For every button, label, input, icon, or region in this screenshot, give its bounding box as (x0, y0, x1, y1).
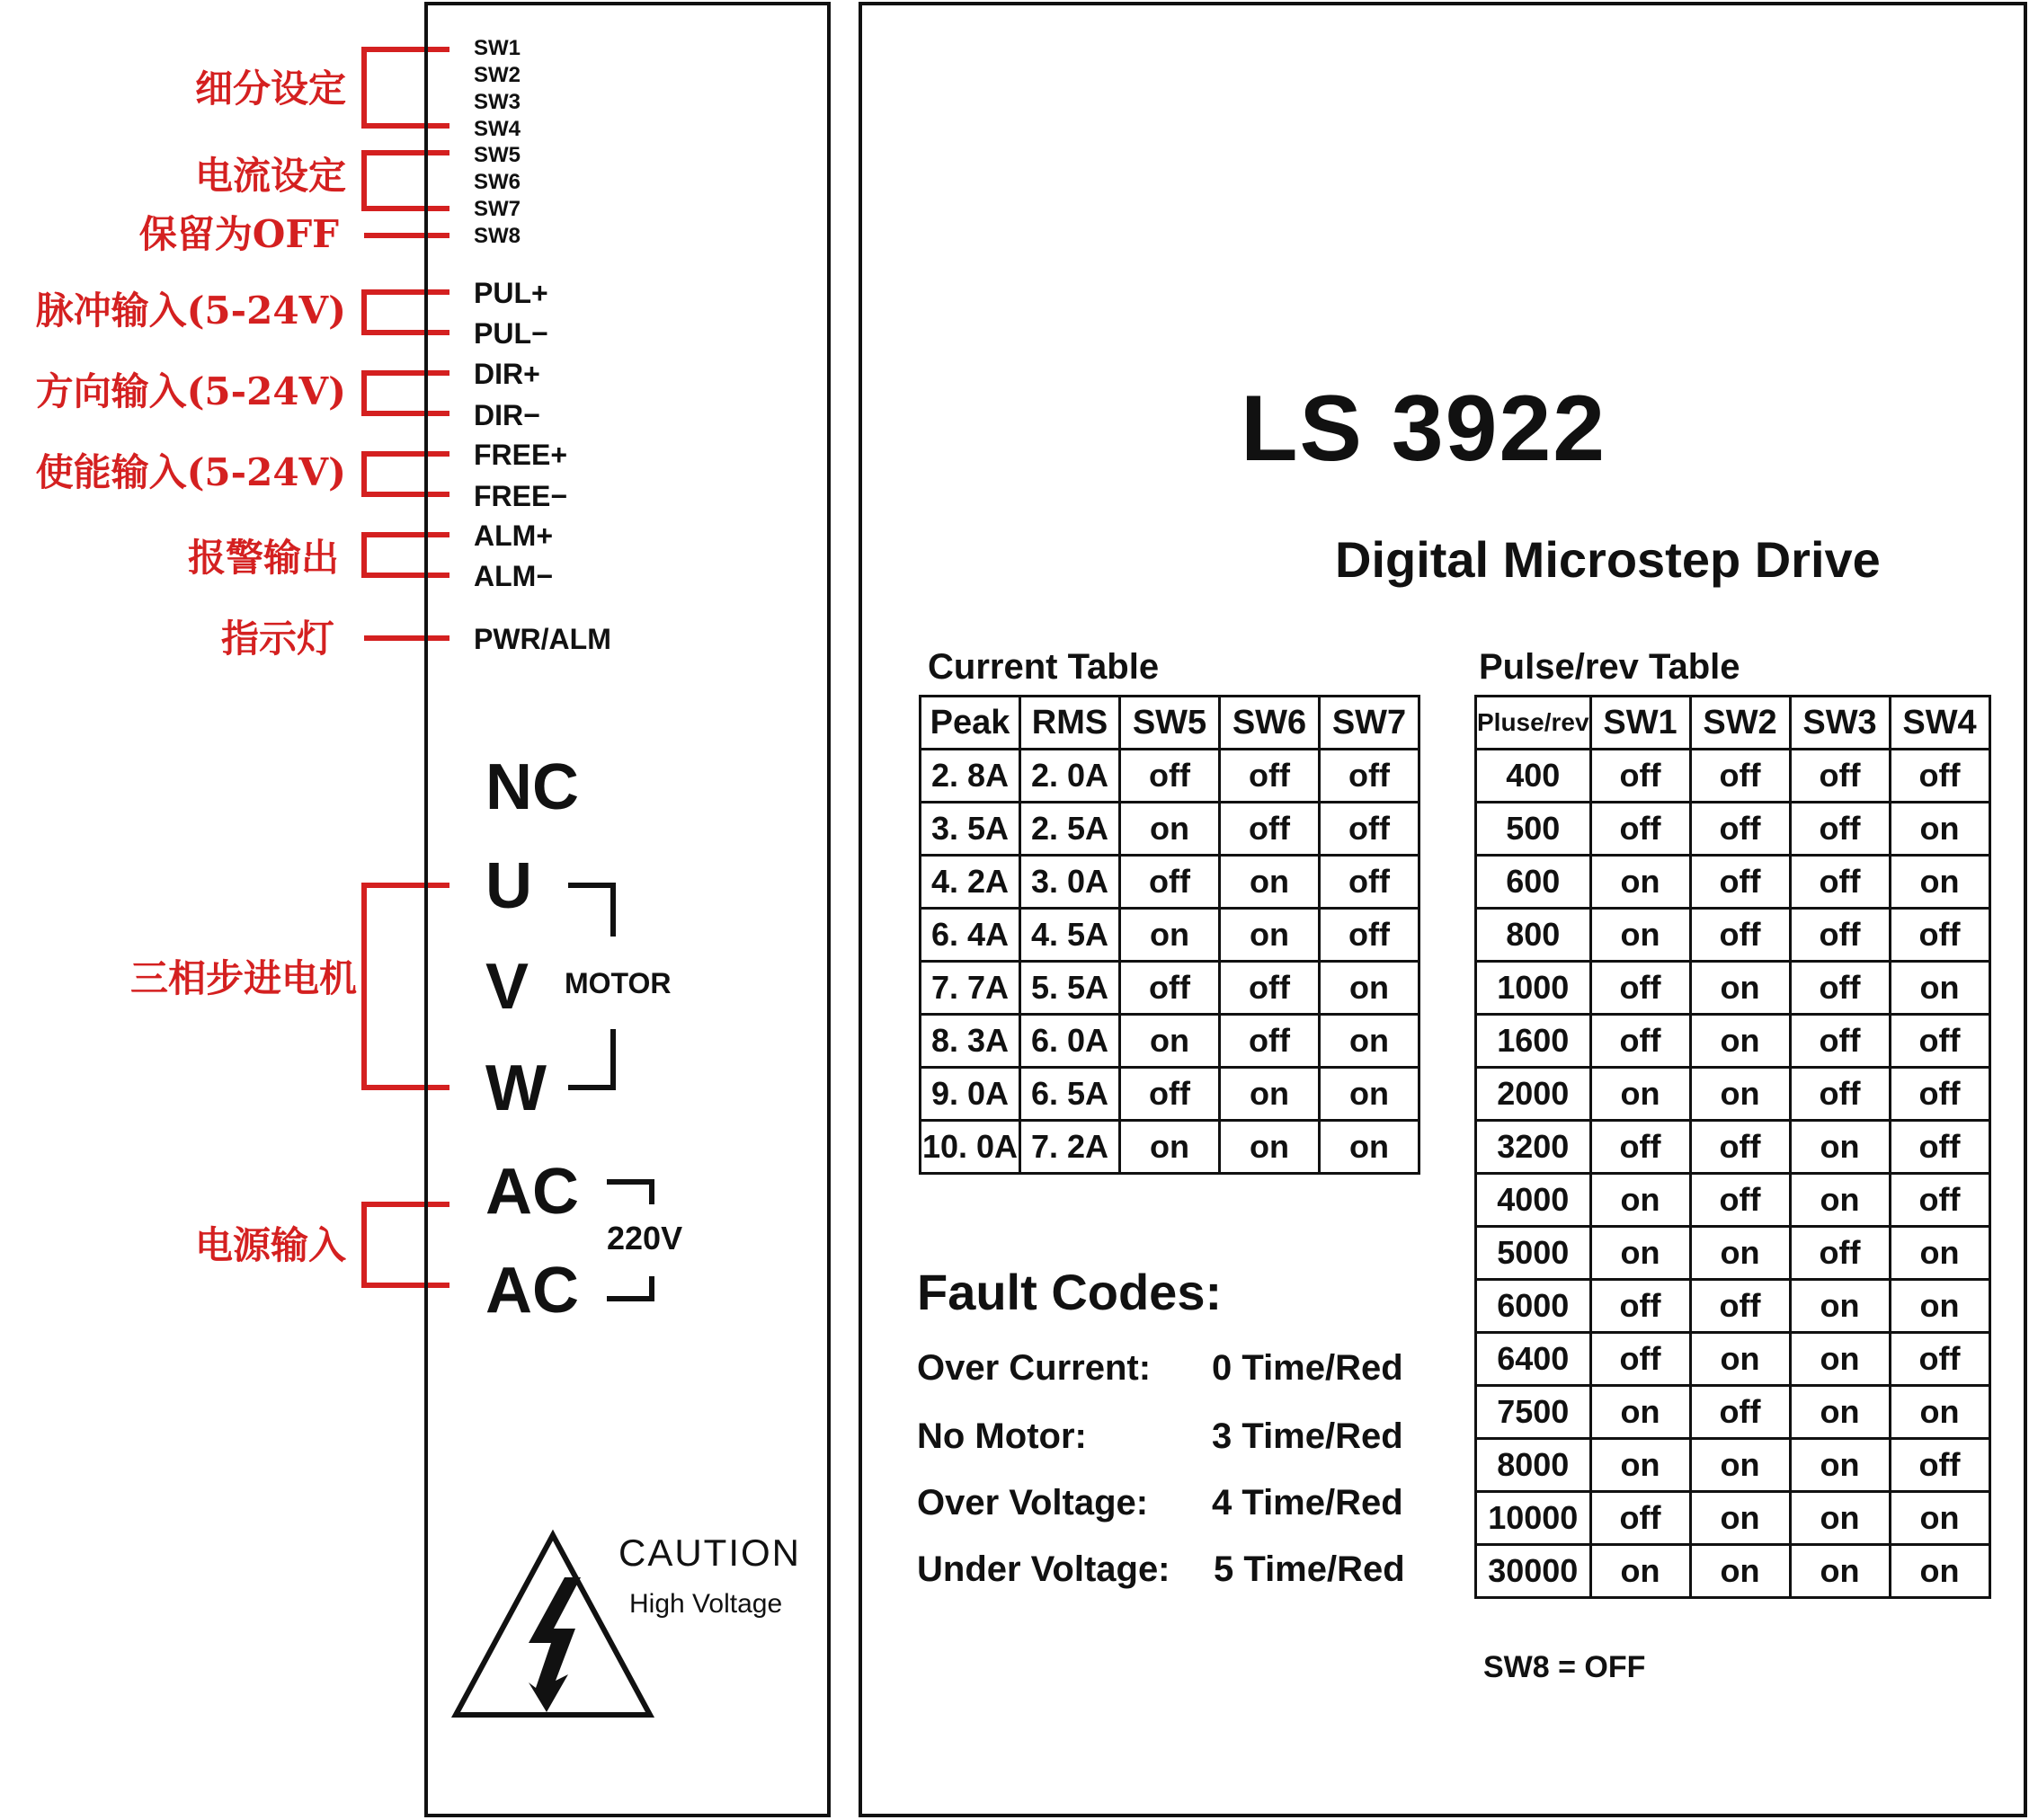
pulse-table-row-cell: on (1590, 909, 1690, 962)
current-header-sw6: SW6 (1220, 697, 1320, 750)
pulse-table-row-cell: off (1590, 962, 1690, 1015)
pulse-table-row-cell: on (1790, 1174, 1890, 1227)
pulse-table-body (1476, 697, 1990, 1598)
pin-free-plus: FREE+ (474, 439, 568, 471)
pulse-header-sw3: SW3 (1790, 697, 1890, 750)
label-pulse-input: 脉冲输入(5-24V) (35, 289, 346, 333)
pulse-table-row-cell: 6400 (1476, 1333, 1591, 1386)
pulse-table-row-cell: off (1790, 856, 1890, 909)
pulse-table-row (1476, 1174, 1990, 1227)
model-title: LS 3922 (1241, 377, 1607, 481)
label-microstep: 细分设定 (194, 67, 346, 111)
voltage-label: 220V (607, 1220, 683, 1256)
current-table-row-cell: off (1120, 1068, 1220, 1121)
pulse-table-row-cell: on (1690, 1015, 1790, 1068)
current-table-row (921, 856, 1419, 909)
current-table-row-cell: 9. 0A (921, 1068, 1020, 1121)
pulse-table-row-cell: off (1690, 856, 1790, 909)
pulse-table-row-cell: on (1590, 1439, 1690, 1492)
pulse-table-row-cell: on (1890, 803, 1989, 856)
pin-sw8: SW8 (474, 224, 521, 248)
pulse-table-row-cell: on (1790, 1492, 1890, 1545)
pulse-table-row-cell: 1000 (1476, 962, 1591, 1015)
pulse-table-row-cell: on (1690, 1439, 1790, 1492)
pulse-table-row-cell: off (1590, 1492, 1690, 1545)
pulse-table-row-cell: off (1890, 1121, 1989, 1174)
current-table-row (921, 1121, 1419, 1174)
pulse-header-sw4: SW4 (1890, 697, 1989, 750)
pulse-table-row-cell: off (1690, 1386, 1790, 1439)
pulse-table-row-cell: on (1890, 1386, 1989, 1439)
pulse-table-row-cell: on (1690, 1333, 1790, 1386)
pulse-table-row (1476, 1439, 1990, 1492)
pulse-table-header (1476, 697, 1990, 750)
pulse-table-row-cell: on (1690, 1068, 1790, 1121)
pin-sw4: SW4 (474, 117, 521, 141)
current-table-row-cell: on (1320, 962, 1419, 1015)
pin-ac-1: AC (485, 1156, 579, 1228)
pin-pul-minus: PUL− (474, 317, 548, 350)
fault-value-under-voltage: 5 Time/Red (1214, 1549, 1405, 1589)
pulse-table-row-cell: on (1790, 1333, 1890, 1386)
current-table-row-cell: off (1220, 803, 1320, 856)
pulse-table-row (1476, 1280, 1990, 1333)
caution-subtitle: High Voltage (629, 1589, 783, 1619)
pulse-table-row-cell: 1600 (1476, 1015, 1591, 1068)
label-dir-input: 方向输入(5-24V) (35, 369, 346, 413)
current-table-row-cell: 7. 7A (921, 962, 1020, 1015)
pulse-table-row-cell: off (1690, 1280, 1790, 1333)
pulse-table-row-cell: 30000 (1476, 1545, 1591, 1598)
current-table-row (921, 803, 1419, 856)
pulse-table-row (1476, 803, 1990, 856)
current-table (919, 695, 1420, 1175)
current-table-row (921, 750, 1419, 803)
current-table-row-cell: off (1220, 750, 1320, 803)
sw8-note: SW8 = OFF (1483, 1650, 1646, 1684)
pulse-table-row-cell: off (1790, 962, 1890, 1015)
pulse-table-row-cell: 10000 (1476, 1492, 1591, 1545)
pulse-table-row-cell: on (1790, 1439, 1890, 1492)
pulse-table-row (1476, 1492, 1990, 1545)
current-table-row-cell: 3. 5A (921, 803, 1020, 856)
pulse-table-row-cell: off (1790, 750, 1890, 803)
pin-sw5: SW5 (474, 143, 521, 167)
pulse-table-row (1476, 1545, 1990, 1598)
pin-free-minus: FREE− (474, 480, 568, 512)
pin-ac-2: AC (485, 1255, 579, 1327)
pulse-table (1474, 695, 1991, 1599)
current-table-row-cell: 2. 0A (1020, 750, 1120, 803)
current-table-row-cell: on (1320, 1015, 1419, 1068)
caution-title: CAUTION (618, 1531, 801, 1574)
pulse-table-row-cell: off (1590, 1015, 1690, 1068)
pin-w: W (485, 1052, 547, 1124)
pulse-table-row (1476, 856, 1990, 909)
pin-nc: NC (485, 751, 579, 823)
pulse-table-row-cell: on (1890, 856, 1989, 909)
pulse-table-row-cell: 4000 (1476, 1174, 1591, 1227)
pulse-table-row-cell: off (1590, 1333, 1690, 1386)
label-power-input: 电源输入 (194, 1223, 346, 1267)
current-table-row (921, 1015, 1419, 1068)
fault-label-under-voltage: Under Voltage: (917, 1549, 1170, 1589)
current-table-body (921, 697, 1419, 1174)
pulse-table-row-cell: 5000 (1476, 1227, 1591, 1280)
pulse-table-row-cell: on (1790, 1545, 1890, 1598)
pulse-table-row-cell: off (1690, 750, 1790, 803)
label-enable-input: 使能输入(5-24V) (35, 450, 346, 494)
pin-v: V (485, 951, 529, 1023)
pulse-table-row (1476, 1121, 1990, 1174)
pulse-table-row-cell: off (1590, 1280, 1690, 1333)
fault-value-over-current: 0 Time/Red (1212, 1348, 1403, 1388)
pulse-table-row (1476, 909, 1990, 962)
pin-alm-minus: ALM− (474, 560, 553, 592)
pulse-table-row-cell: off (1790, 1068, 1890, 1121)
current-table-row-cell: off (1320, 750, 1419, 803)
pulse-table-row-cell: on (1890, 1227, 1989, 1280)
pulse-table-row-cell: off (1890, 1174, 1989, 1227)
current-table-row (921, 909, 1419, 962)
current-table-row-cell: off (1220, 962, 1320, 1015)
current-header-sw7: SW7 (1320, 697, 1419, 750)
pulse-table-row-cell: off (1890, 1333, 1989, 1386)
pulse-table-row (1476, 1386, 1990, 1439)
current-table-row-cell: on (1220, 856, 1320, 909)
pulse-table-row-cell: off (1790, 1015, 1890, 1068)
pulse-header-sw2: SW2 (1690, 697, 1790, 750)
current-table-row-cell: on (1120, 803, 1220, 856)
pulse-table-row-cell: 2000 (1476, 1068, 1591, 1121)
pulse-table-row-cell: 800 (1476, 909, 1591, 962)
pulse-header-sw1: SW1 (1590, 697, 1690, 750)
pulse-table-row-cell: on (1590, 1068, 1690, 1121)
fault-value-over-voltage: 4 Time/Red (1212, 1483, 1403, 1523)
pulse-table-row-cell: off (1690, 803, 1790, 856)
pin-pwr-alm: PWR/ALM (474, 623, 611, 655)
current-table-row-cell: on (1320, 1068, 1419, 1121)
current-table-row-cell: 6. 0A (1020, 1015, 1120, 1068)
pin-sw1: SW1 (474, 36, 521, 60)
pulse-table-row-cell: off (1690, 909, 1790, 962)
pulse-table-row-cell: 500 (1476, 803, 1591, 856)
label-indicator: 指示灯 (220, 617, 334, 661)
pulse-table-row (1476, 1015, 1990, 1068)
pulse-table-row-cell: on (1890, 962, 1989, 1015)
pin-sw2: SW2 (474, 63, 521, 87)
pulse-table-row-cell: on (1590, 1386, 1690, 1439)
pulse-table-row-cell: 6000 (1476, 1280, 1591, 1333)
current-table-row-cell: 8. 3A (921, 1015, 1020, 1068)
current-table-row-cell: off (1120, 962, 1220, 1015)
pulse-table-row-cell: off (1890, 909, 1989, 962)
pin-dir-plus: DIR+ (474, 358, 540, 390)
current-table-row-cell: 2. 8A (921, 750, 1020, 803)
pulse-table-row (1476, 962, 1990, 1015)
pulse-table-row (1476, 750, 1990, 803)
current-table-row-cell: on (1220, 909, 1320, 962)
pulse-table-row-cell: off (1890, 1439, 1989, 1492)
pulse-table-row (1476, 1333, 1990, 1386)
fault-codes-title: Fault Codes: (917, 1264, 1223, 1320)
pulse-table-row-cell: off (1590, 803, 1690, 856)
current-table-row-cell: on (1120, 1015, 1220, 1068)
pin-sw3: SW3 (474, 90, 521, 114)
current-table-row-cell: 6. 4A (921, 909, 1020, 962)
label-motor: 三相步进电机 (129, 956, 357, 1000)
current-header-sw5: SW5 (1120, 697, 1220, 750)
fault-label-over-voltage: Over Voltage: (917, 1483, 1149, 1523)
current-table-row-cell: on (1120, 1121, 1220, 1174)
current-table-row-cell: off (1120, 750, 1220, 803)
pulse-table-row-cell: 3200 (1476, 1121, 1591, 1174)
pulse-table-row-cell: off (1790, 909, 1890, 962)
current-table-row-cell: on (1220, 1068, 1320, 1121)
pulse-table-row-cell: on (1590, 856, 1690, 909)
pin-dir-minus: DIR− (474, 399, 540, 431)
pulse-table-row-cell: on (1790, 1386, 1890, 1439)
label-current: 电流设定 (194, 154, 346, 198)
current-table-row-cell: 10. 0A (921, 1121, 1020, 1174)
label-reserved: 保留为OFF (138, 212, 339, 256)
current-header-rms: RMS (1020, 697, 1120, 750)
pulse-table-row-cell: on (1690, 1227, 1790, 1280)
fault-value-no-motor: 3 Time/Red (1212, 1416, 1403, 1456)
current-table-row-cell: off (1320, 909, 1419, 962)
current-table-row-cell: off (1120, 856, 1220, 909)
pulse-table-row (1476, 1227, 1990, 1280)
pulse-table-row-cell: on (1690, 1492, 1790, 1545)
pulse-table-row-cell: off (1590, 750, 1690, 803)
current-table-row-cell: on (1120, 909, 1220, 962)
current-table-row-cell: 6. 5A (1020, 1068, 1120, 1121)
pulse-table-row-cell: 8000 (1476, 1439, 1591, 1492)
current-table-row-cell: 7. 2A (1020, 1121, 1120, 1174)
pulse-table-row-cell: off (1690, 1121, 1790, 1174)
current-table-row-cell: 2. 5A (1020, 803, 1120, 856)
black-brackets (557, 872, 665, 1303)
current-table-row (921, 962, 1419, 1015)
fault-label-over-current: Over Current: (917, 1348, 1152, 1388)
current-table-row (921, 1068, 1419, 1121)
pulse-table-row-cell: on (1590, 1545, 1690, 1598)
label-alarm-output: 报警输出 (187, 536, 339, 580)
motor-label: MOTOR (565, 967, 672, 999)
pin-sw6: SW6 (474, 170, 521, 194)
pulse-table-row-cell: on (1690, 962, 1790, 1015)
pulse-table-row-cell: off (1790, 803, 1890, 856)
pulse-table-row-cell: on (1890, 1545, 1989, 1598)
pin-pul-plus: PUL+ (474, 277, 548, 309)
current-table-row-cell: 3. 0A (1020, 856, 1120, 909)
pulse-table-row-cell: off (1790, 1227, 1890, 1280)
current-header-peak: Peak (921, 697, 1020, 750)
fault-label-no-motor: No Motor: (917, 1416, 1087, 1456)
pulse-table-row-cell: off (1590, 1121, 1690, 1174)
pulse-table-row-cell: on (1890, 1492, 1989, 1545)
current-table-row-cell: on (1320, 1121, 1419, 1174)
pulse-table-row-cell: off (1890, 750, 1989, 803)
current-table-row-cell: off (1320, 803, 1419, 856)
pulse-table-row-cell: 600 (1476, 856, 1591, 909)
current-table-row-cell: on (1220, 1121, 1320, 1174)
current-table-row-cell: 5. 5A (1020, 962, 1120, 1015)
pulse-table-title: Pulse/rev Table (1479, 647, 1740, 687)
pulse-table-row-cell: on (1590, 1227, 1690, 1280)
pulse-table-row-cell: on (1590, 1174, 1690, 1227)
pulse-table-row-cell: on (1790, 1280, 1890, 1333)
pulse-table-row-cell: off (1890, 1015, 1989, 1068)
current-table-row-cell: off (1220, 1015, 1320, 1068)
current-table-row-cell: 4. 2A (921, 856, 1020, 909)
current-table-row-cell: 4. 5A (1020, 909, 1120, 962)
pulse-table-row-cell: on (1790, 1121, 1890, 1174)
pulse-table-row-cell: on (1690, 1545, 1790, 1598)
current-table-row-cell: off (1320, 856, 1419, 909)
pulse-table-row-cell: off (1690, 1174, 1790, 1227)
pin-alm-plus: ALM+ (474, 519, 553, 552)
pulse-table-row-cell: on (1890, 1280, 1989, 1333)
pulse-table-row (1476, 1068, 1990, 1121)
pulse-table-row-cell: 400 (1476, 750, 1591, 803)
model-subtitle: Digital Microstep Drive (1335, 531, 1881, 588)
current-table-title: Current Table (928, 647, 1160, 687)
pulse-table-row-cell: 7500 (1476, 1386, 1591, 1439)
pulse-table-row-cell: off (1890, 1068, 1989, 1121)
pin-sw7: SW7 (474, 197, 521, 221)
current-table-header (921, 697, 1419, 750)
pin-u: U (485, 850, 532, 922)
pulse-header-pulse-rev: Pluse/rev (1476, 697, 1591, 750)
